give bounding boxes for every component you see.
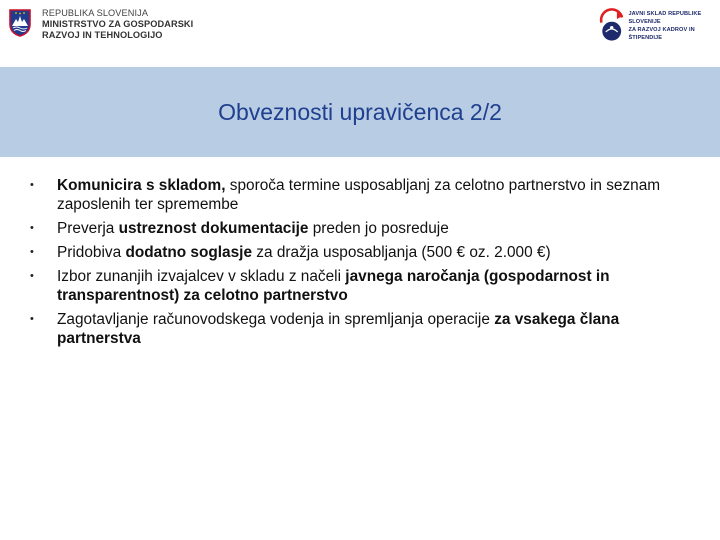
bullet-marker: • xyxy=(30,246,34,258)
bullet-item xyxy=(26,243,696,262)
slovenia-crest-icon xyxy=(8,9,32,37)
bullet-text: za dražja usposabljanja (500 € oz. 2.000 €) xyxy=(252,244,551,261)
bullet-text-bold: javnega naročanja (gospodarnost in transparentnost) za celotno partnerstvo xyxy=(57,268,610,304)
bullet-item xyxy=(26,176,696,214)
bullet-text: Pridobiva xyxy=(57,244,126,261)
slide-header xyxy=(0,0,720,66)
agency-line-2: ZA RAZVOJ KADROV IN ŠTIPENDIJE xyxy=(628,27,695,41)
bullet-text: Izbor zunanjih izvajalcev v skladu z načeli xyxy=(57,268,346,285)
agency-line-1: JAVNI SKLAD REPUBLIKE SLOVENIJE xyxy=(628,11,702,25)
bullet-text: Preverja xyxy=(57,220,119,237)
bullet-marker: • xyxy=(30,179,34,191)
bullet-text-bold: ustreznost dokumentacije xyxy=(118,220,309,237)
bullet-text-bold: za vsakega člana partnerstva xyxy=(57,311,620,347)
bullet-marker: • xyxy=(30,313,34,325)
bullet-text-bold: Komunicira s skladom, xyxy=(57,177,226,194)
slide-title: Obveznosti upravičenca 2/2 xyxy=(218,99,502,125)
ministry-line-2: MINISTRSTVO ZA GOSPODARSKI xyxy=(42,19,194,29)
bullet-item xyxy=(26,219,696,238)
bullet-text: preden jo posreduje xyxy=(308,220,449,237)
agency-name xyxy=(628,10,720,42)
bullet-text-bold: dodatno soglasje xyxy=(125,244,253,261)
bullet-text: Zagotavljanje računovodskega vodenja in spremljanja operacije xyxy=(57,311,495,328)
ministry-name xyxy=(42,8,193,41)
bullet-list xyxy=(26,176,696,353)
bullet-marker: • xyxy=(30,270,34,282)
bullet-marker: • xyxy=(30,222,34,234)
agency-logo-icon xyxy=(598,6,625,46)
ministry-line-3: RAZVOJ IN TEHNOLOGIJO xyxy=(42,30,163,40)
bullet-item xyxy=(26,267,696,305)
ministry-logo-block xyxy=(8,8,193,41)
bullet-item xyxy=(26,310,696,348)
ministry-line-1: REPUBLIKA SLOVENIJA xyxy=(42,8,149,18)
bullet-text: sporoča termine usposabljanj za celotno partnerstvo in seznam zaposlenih ter spremembe xyxy=(57,177,661,213)
agency-logo-block xyxy=(598,6,720,46)
